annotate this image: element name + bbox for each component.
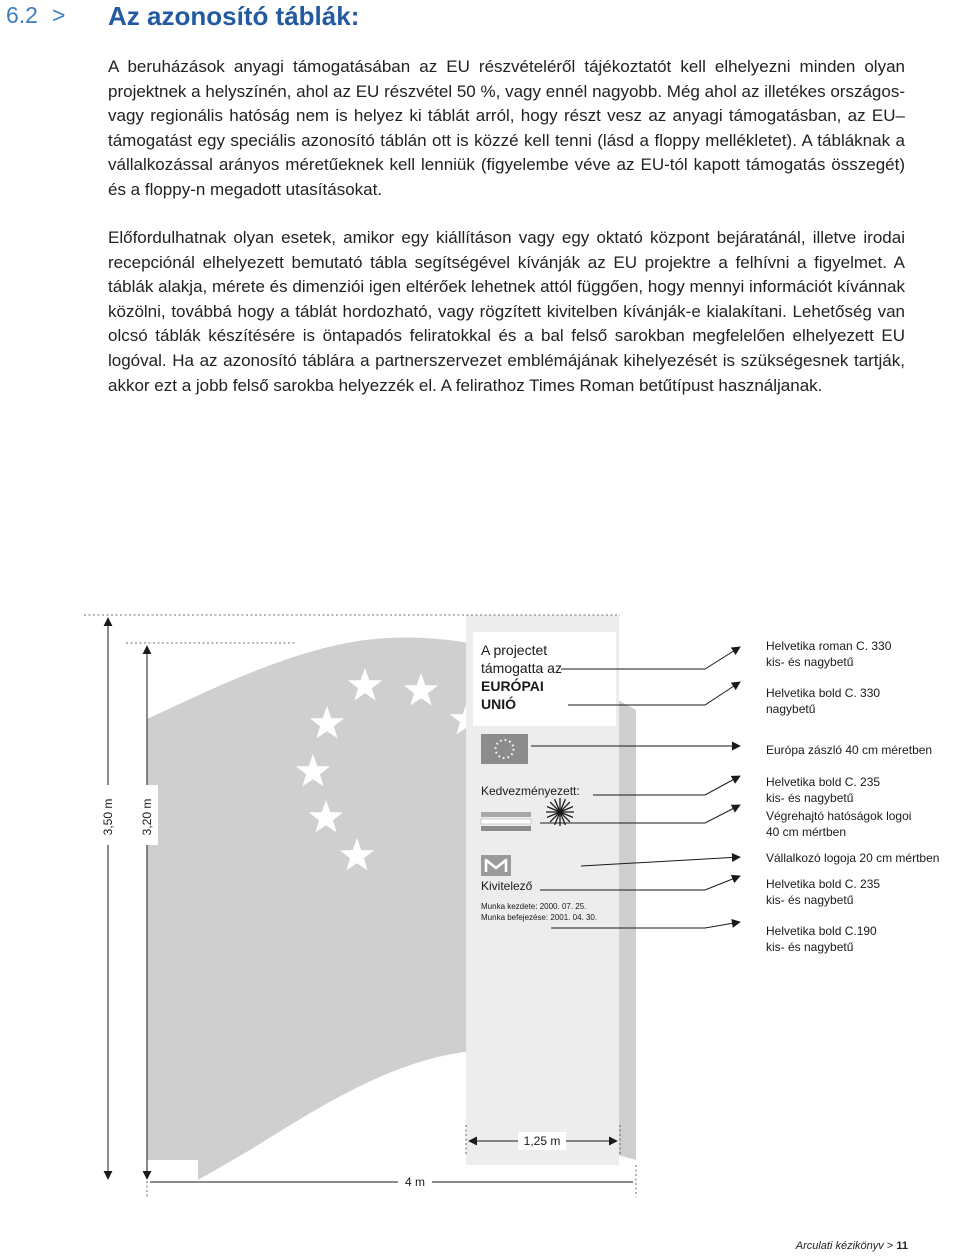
annotation-3-line-1: Európa zászló 40 cm méretben	[766, 743, 933, 757]
panel-title-line-4: UNIÓ	[481, 696, 516, 712]
paragraph-1: A beruházások anyagi támogatásában az EU részvételéről tájékoztatót kell elhelyezni minden olyan projektnek a helyszínén, ahol az EU részvétel 50 %, vagy ennél nagyobb. Még ahol az illetékes országos- vagy regionális hatóság nem is helyez ki táblát arról, hogy részt vesz az anyagi támogatásban, az EU–támogatást egy speciális azonosító táblán ott is közzé kell tenni (lásd a floppy mellékletet). A tábláknak a vállalkozással arányos méretűeknek kell lenniük (figyelembe véve az EU-tól kapott támogatás összegét) és a floppy-n megadott utasításokat.	[108, 57, 905, 199]
paragraph-2: Előfordulhatnak olyan esetek, amikor egy kiállításon vagy egy oktató központ bejáratánál, illetve irodai recepciónál elhelyezett bemutató tábla segítségével kívánják az EU projektre a felhívni a figyelmet. A táblák alakja, mérete és dimenziói igen eltérőek lehetnek attól függően, hogy mennyi információt kívánnak közölni, továbbá hogy a táblát hordozható, vagy rögzített kivitelben kívánják-e kialakítani. Lehetőség van olcsó táblák készítésére is öntapadós feliratokkal és a bal felső sarokban megfelelően elhelyezett EU logóval. Ha az azonosító táblára a partnerszervezet emblémájának kihelyezését is szükségesnek tartják, akkor ezt a jobb felső sarokba helyezzék el. A felirathoz Times Roman betűtípust használjanak.	[108, 228, 905, 395]
annotation-8-line-2: kis- és nagybetű	[766, 940, 854, 954]
annotation-2-line-1: Helvetika bold C. 330	[766, 686, 881, 700]
annotation-5-line-1: Végrehajtó hatóságok logoi	[766, 809, 912, 823]
section-number: 6.2	[6, 2, 38, 28]
authority-logo-bar	[481, 812, 531, 817]
work-end-date: Munka befejezése: 2001. 04. 30.	[481, 913, 598, 922]
manual-name: Arculati kézikönyv	[795, 1240, 884, 1252]
page-footer	[796, 1240, 908, 1252]
panel-title-line-1: A projectet	[481, 642, 548, 658]
annotation-1-line-1: Helvetika roman C. 330	[766, 639, 892, 653]
height-inner-label: 3,20 m	[140, 798, 154, 836]
annotation-8-line-1: Helvetika bold C.190	[766, 924, 877, 938]
beneficiary-label: Kedvezményezett:	[481, 784, 580, 798]
work-start-date: Munka kezdete: 2000. 07. 25.	[481, 902, 587, 911]
annotation-4-line-2: kis- és nagybetű	[766, 791, 854, 805]
panel-title-line-2: támogatta az	[481, 660, 562, 676]
annotation-2-line-2: nagybetű	[766, 702, 816, 716]
contractor-label: Kivitelező	[481, 879, 533, 893]
authority-logo-bar	[481, 826, 531, 831]
section-arrow: >	[52, 2, 66, 28]
authority-logo-bar	[481, 819, 531, 824]
annotation-6-line-1: Vállalkozó logoja 20 cm mértben	[766, 851, 940, 865]
total-width-label: 4 m	[404, 1175, 426, 1189]
panel-title-line-3: EURÓPAI	[481, 678, 544, 694]
annotation-7-line-2: kis- és nagybetű	[766, 893, 854, 907]
section-title: Az azonosító táblák:	[108, 1, 360, 31]
annotation-1-line-2: kis- és nagybetű	[766, 655, 854, 669]
annotation-4-line-1: Helvetika bold C. 235	[766, 775, 881, 789]
panel-eu-flag-icon	[481, 734, 528, 764]
panel-width-label: 1,25 m	[523, 1134, 561, 1148]
sunburst-logo-icon	[546, 798, 574, 826]
annotation-5-line-2: 40 cm mértben	[766, 825, 847, 839]
footer-separator: >	[886, 1240, 894, 1252]
height-outer-label: 3,50 m	[101, 798, 115, 836]
page-number: 11	[896, 1240, 908, 1252]
annotation-7-line-1: Helvetika bold C. 235	[766, 877, 881, 891]
